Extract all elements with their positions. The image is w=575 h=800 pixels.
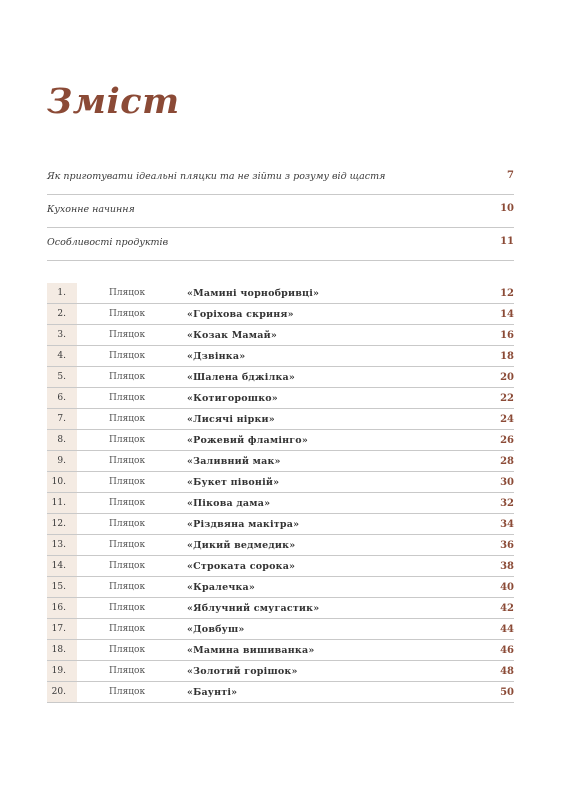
recipe-row[interactable] (47, 451, 514, 472)
recipe-number: 9. (57, 456, 66, 466)
recipe-name: «Мамині чорнобривці» (187, 288, 320, 299)
recipe-type: Пляцок (109, 351, 146, 361)
recipe-number: 6. (57, 393, 66, 403)
recipe-name: «Котигорошко» (187, 393, 278, 404)
recipe-name: «Шалена бджілка» (187, 372, 296, 383)
recipe-row[interactable] (47, 325, 514, 346)
recipe-type: Пляцок (109, 309, 146, 319)
recipe-page: 40 (500, 582, 514, 593)
recipe-name: «Заливний мак» (187, 456, 281, 467)
recipe-page: 36 (500, 540, 514, 551)
recipe-list (47, 283, 514, 703)
recipe-name: «Дикий ведмедик» (187, 540, 296, 551)
recipe-row[interactable] (47, 346, 514, 367)
recipe-row[interactable] (47, 577, 514, 598)
recipe-row[interactable] (47, 619, 514, 640)
recipe-number: 12. (51, 519, 66, 529)
recipe-number: 2. (57, 309, 66, 319)
recipe-number: 8. (57, 435, 66, 445)
recipe-type: Пляцок (109, 330, 146, 340)
recipe-row[interactable] (47, 409, 514, 430)
recipe-page: 42 (500, 603, 514, 614)
recipe-type: Пляцок (109, 561, 146, 571)
recipe-number: 1. (57, 288, 66, 298)
intro-item-title: Як приготувати ідеальні пляцки та не зійти з розуму від щастя (47, 171, 386, 182)
intro-item-page: 7 (507, 170, 514, 181)
recipe-type: Пляцок (109, 372, 146, 382)
page-title: Зміст (47, 81, 180, 122)
recipe-page: 28 (500, 456, 514, 467)
recipe-number: 15. (51, 582, 66, 592)
recipe-number: 5. (57, 372, 66, 382)
recipe-page: 24 (500, 414, 514, 425)
recipe-type: Пляцок (109, 393, 146, 403)
recipe-page: 50 (500, 687, 514, 698)
recipe-row[interactable] (47, 661, 514, 682)
recipe-page: 32 (500, 498, 514, 509)
intro-list (47, 162, 514, 261)
recipe-type: Пляцок (109, 687, 146, 697)
recipe-number: 4. (57, 351, 66, 361)
recipe-name: «Мамина вишиванка» (187, 645, 315, 656)
recipe-row[interactable] (47, 388, 514, 409)
recipe-name: «Строката сорока» (187, 561, 296, 572)
recipe-type: Пляцок (109, 498, 146, 508)
intro-item-page: 10 (500, 203, 514, 214)
recipe-row[interactable] (47, 682, 514, 703)
recipe-number: 17. (51, 624, 66, 634)
recipe-name: «Золотий горішок» (187, 666, 298, 677)
recipe-type: Пляцок (109, 456, 146, 466)
recipe-row[interactable] (47, 430, 514, 451)
recipe-rows (47, 283, 514, 703)
recipe-row[interactable] (47, 556, 514, 577)
recipe-row[interactable] (47, 640, 514, 661)
recipe-name: «Горіхова скриня» (187, 309, 294, 320)
recipe-type: Пляцок (109, 414, 146, 424)
intro-item-title: Особливості продуктів (47, 237, 169, 248)
recipe-name: «Козак Мамай» (187, 330, 277, 341)
recipe-row[interactable] (47, 367, 514, 388)
recipe-name: «Яблучний смугастик» (187, 603, 320, 614)
recipe-number: 13. (51, 540, 66, 550)
recipe-number: 16. (51, 603, 66, 613)
recipe-type: Пляцок (109, 540, 146, 550)
recipe-page: 34 (500, 519, 514, 530)
recipe-type: Пляцок (109, 603, 146, 613)
recipe-name: «Лисячі нірки» (187, 414, 275, 425)
recipe-name: «Рожевий фламінго» (187, 435, 308, 446)
recipe-type: Пляцок (109, 519, 146, 529)
recipe-page: 12 (500, 288, 514, 299)
recipe-row[interactable] (47, 304, 514, 325)
recipe-row[interactable] (47, 493, 514, 514)
recipe-type: Пляцок (109, 288, 146, 298)
recipe-number: 10. (51, 477, 66, 487)
recipe-page: 48 (500, 666, 514, 677)
recipe-name: «Дзвінка» (187, 351, 246, 362)
recipe-row[interactable] (47, 598, 514, 619)
recipe-row[interactable] (47, 514, 514, 535)
recipe-number: 3. (57, 330, 66, 340)
recipe-type: Пляцок (109, 477, 146, 487)
recipe-name: «Довбуш» (187, 624, 245, 635)
recipe-row[interactable] (47, 283, 514, 304)
intro-item[interactable] (47, 162, 514, 195)
recipe-type: Пляцок (109, 582, 146, 592)
recipe-name: «Букет півоній» (187, 477, 280, 488)
recipe-name: «Пікова дама» (187, 498, 271, 509)
recipe-type: Пляцок (109, 666, 146, 676)
recipe-page: 16 (500, 330, 514, 341)
recipe-type: Пляцок (109, 624, 146, 634)
recipe-page: 44 (500, 624, 514, 635)
recipe-type: Пляцок (109, 435, 146, 445)
recipe-type: Пляцок (109, 645, 146, 655)
recipe-page: 20 (500, 372, 514, 383)
recipe-row[interactable] (47, 472, 514, 493)
recipe-number: 11. (51, 498, 66, 508)
recipe-number: 20. (51, 687, 66, 697)
recipe-page: 22 (500, 393, 514, 404)
recipe-page: 14 (500, 309, 514, 320)
intro-item[interactable] (47, 228, 514, 261)
recipe-row[interactable] (47, 535, 514, 556)
recipe-number: 18. (51, 645, 66, 655)
intro-item-page: 11 (500, 236, 514, 247)
intro-item-title: Кухонне начиння (47, 204, 135, 215)
recipe-name: «Баунті» (187, 687, 238, 698)
recipe-number: 7. (57, 414, 66, 424)
recipe-name: «Кралечка» (187, 582, 256, 593)
recipe-number: 14. (51, 561, 66, 571)
recipe-name: «Різдвяна макітра» (187, 519, 300, 530)
recipe-number: 19. (51, 666, 66, 676)
recipe-page: 46 (500, 645, 514, 656)
intro-item[interactable] (47, 195, 514, 228)
recipe-page: 18 (500, 351, 514, 362)
recipe-page: 26 (500, 435, 514, 446)
recipe-page: 30 (500, 477, 514, 488)
recipe-page: 38 (500, 561, 514, 572)
